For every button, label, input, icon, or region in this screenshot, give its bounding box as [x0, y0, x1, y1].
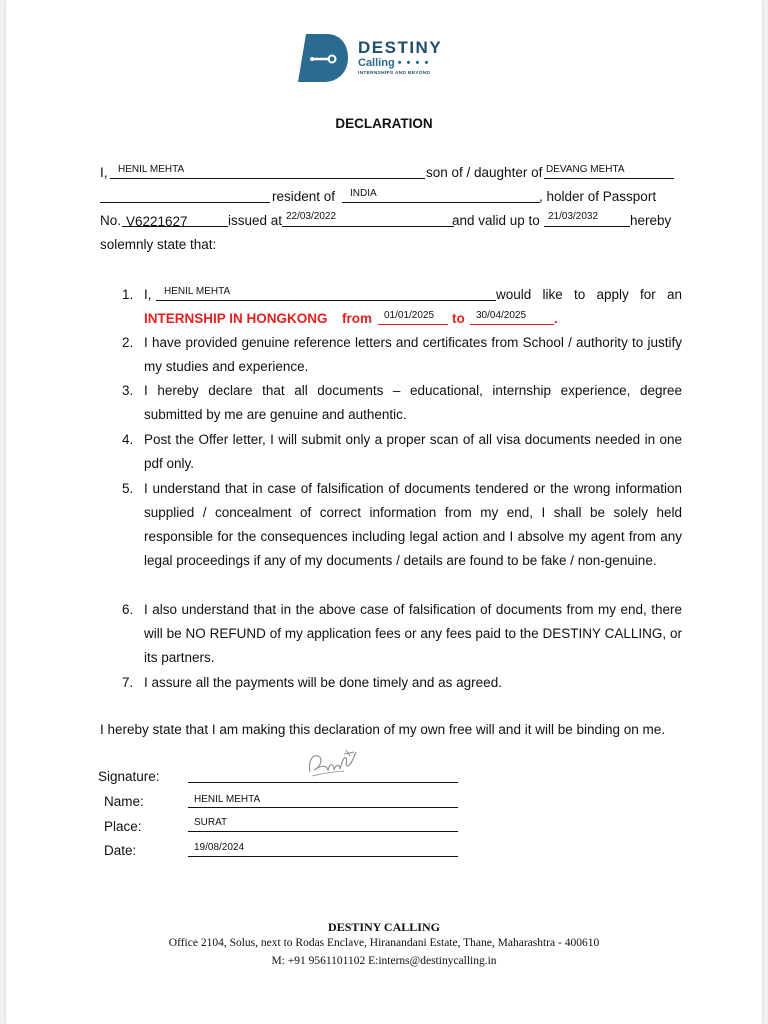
document-page — [6, 0, 762, 1024]
from-date-value: 01/01/2025 — [384, 310, 435, 321]
item-number-4: 4. — [122, 432, 134, 447]
closing-statement: I hereby state that I am making this declaration of my own free will and it will be binding on me. — [100, 722, 666, 737]
item-number-1: 1. — [122, 287, 134, 302]
item1-period: . — [554, 311, 558, 326]
place-label: Place: — [104, 819, 142, 834]
declaration-item-7: I assure all the payments will be done timely and as agreed. — [144, 675, 502, 690]
issued-date-line — [282, 226, 454, 227]
date-label: Date: — [104, 843, 137, 858]
passport-holder-label: , holder of Passport — [539, 189, 657, 204]
date-value: 19/08/2024 — [194, 842, 245, 853]
footer-contact: M: +91 9561101102 E:interns@destinycalling.in — [271, 955, 497, 967]
logo-subtitle-text: Calling — [358, 57, 395, 69]
logo-tagline: INTERNSHIPS AND BEYOND — [358, 71, 431, 76]
place-value: SURAT — [194, 817, 228, 828]
logo-d-mark-icon — [298, 32, 350, 84]
issued-date-value: 22/03/2022 — [286, 211, 337, 222]
item-number-2: 2. — [122, 335, 134, 350]
parent-name-line — [544, 178, 674, 179]
footer-company: DESTINY CALLING — [328, 920, 440, 934]
item-number-3: 3. — [122, 383, 134, 398]
declaration-item-4: Post the Offer letter, I will submit only a proper scan of all visa documents needed in one pdf only. — [144, 432, 682, 471]
valid-date-line — [544, 226, 630, 227]
logo-wordmark: DESTINY — [358, 38, 443, 57]
valid-upto-label: and valid up to — [452, 213, 540, 228]
declaration-item-5: I understand that in case of falsification of documents tendered or the wrong information supplied / concealment of correct information from my end, I shall be solely held responsible for the consequences including legal action and I absolve my agent from any legal proceedings if any of my documents / details are found to be fake / non-genuine. — [144, 481, 682, 568]
footer-address: Office 2104, Solus, next to Rodas Enclave, Hiranandani Estate, Thane, Maharashtra - 400610 — [168, 937, 600, 949]
item1-name-line — [156, 300, 496, 301]
declaration-item-6: I also understand that in the above case of falsification of documents from my end, there will be NO REFUND of my application fees or any fees paid to the DESTINY CALLING, or its partners. — [144, 602, 682, 665]
to-label: to — [452, 311, 465, 326]
signature-label: Signature: — [98, 769, 160, 784]
name-value: HENIL MEHTA — [194, 794, 261, 805]
intro-i-prefix: I, — [100, 165, 108, 180]
internship-destination: INTERNSHIP IN HONGKONG — [144, 311, 328, 326]
logo-dots: • • • • — [397, 57, 430, 69]
parent-name-value: DEVANG MEHTA — [546, 164, 625, 175]
declaration-item-3: I hereby declare that all documents – educational, internship experience, degree submitted by me are genuine and authentic. — [144, 383, 682, 422]
item-number-5: 5. — [122, 481, 134, 496]
solemnly-state-label: solemnly state that: — [100, 237, 217, 252]
passport-no-label: No. — [100, 213, 122, 228]
to-date-value: 30/04/2025 — [476, 310, 527, 321]
hereby-label: hereby — [630, 213, 672, 228]
country-value: INDIA — [350, 188, 377, 199]
from-label: from — [342, 311, 372, 326]
name-label: Name: — [104, 794, 144, 809]
name-line — [188, 807, 458, 808]
applicant-name-value: HENIL MEHTA — [118, 164, 185, 175]
item1-name-value: HENIL MEHTA — [164, 286, 231, 297]
handwritten-signature-icon — [304, 742, 360, 782]
resident-blank-line — [100, 202, 270, 203]
item1-prefix: I, — [144, 287, 152, 302]
logo-subtitle — [358, 57, 429, 69]
company-logo — [298, 32, 448, 84]
signature-line — [188, 782, 458, 783]
item-number-7: 7. — [122, 675, 134, 690]
issued-at-label: issued at — [228, 213, 283, 228]
document-title: DECLARATION — [335, 116, 433, 131]
resident-label: resident of — [272, 189, 336, 204]
place-line — [188, 831, 458, 832]
applicant-name-line — [110, 178, 425, 179]
valid-date-value: 21/03/2032 — [548, 211, 599, 222]
from-date-line — [378, 324, 448, 325]
son-of-label: son of / daughter of — [426, 165, 543, 180]
passport-no-value: V6221627 — [126, 214, 188, 229]
declaration-item-2: I have provided genuine reference letters and certificates from School / authority to justify my studies and experience. — [144, 335, 682, 374]
date-line — [188, 856, 458, 857]
item1-tail: would like to apply for an — [496, 287, 682, 302]
country-line — [342, 202, 540, 203]
item-number-6: 6. — [122, 602, 134, 617]
to-date-line — [470, 324, 554, 325]
